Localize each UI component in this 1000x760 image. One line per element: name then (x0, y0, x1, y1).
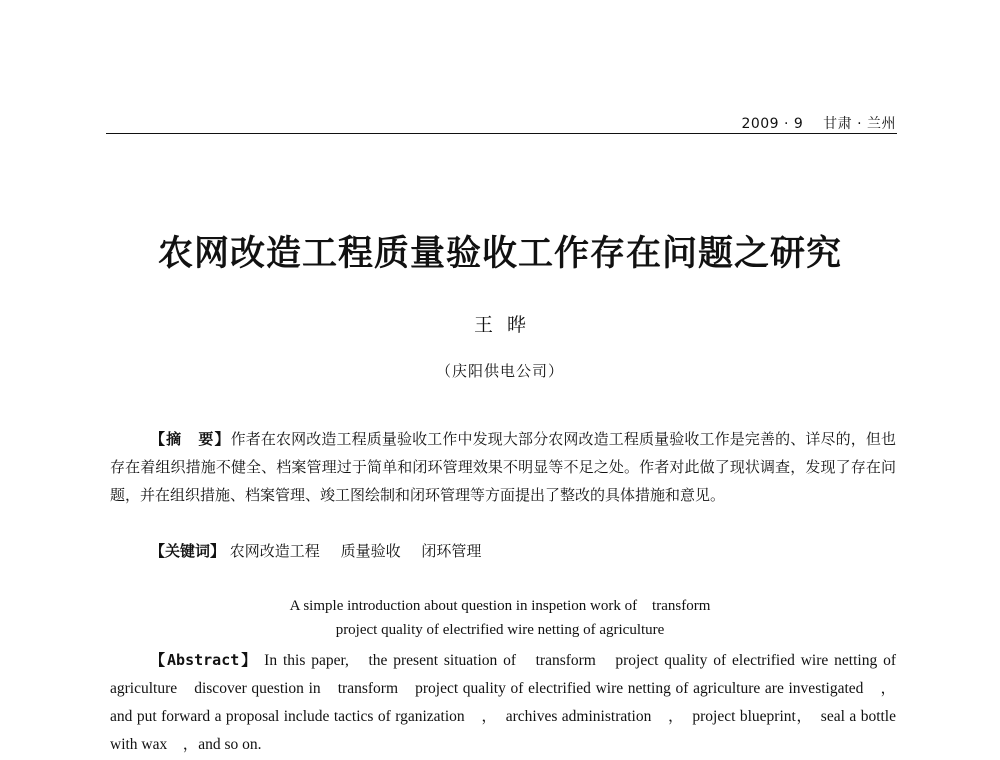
paper-title: 农网改造工程质量验收工作存在问题之研究 (157, 233, 842, 274)
author-name: 王晔 (473, 314, 540, 336)
issue-number: 2009 · 9 (741, 116, 804, 132)
english-title-line-1: A simple introduction about question in inspetion work of transform (289, 598, 711, 614)
keyword-item: 农网改造工程 (229, 542, 320, 560)
keywords-label: 【关键词】 (150, 542, 226, 560)
author-affiliation: （庆阳供电公司） (435, 362, 564, 380)
issue-location: 甘肃 · 兰州 (823, 116, 896, 132)
abstract-text: 作者在农网改造工程质量验收工作中发现大部分农网改造工程质量验收工作是完善的、详尽的，但也存在着组织措施不健全、档案管理过于简单和闭环管理效果不明显等不足之处。作者对此做了现状调查，发现了存在问题，并在组织措施、档案管理、竣工图绘制和闭环管理等方面提出了整改的具体措施和意见。 (110, 430, 896, 504)
keywords-chinese (150, 537, 497, 565)
english-title-line-2: project quality of electrified wire netting of agriculture (335, 622, 665, 638)
journal-header (741, 113, 896, 133)
abstract-english (110, 646, 896, 759)
abstract-chinese (110, 425, 896, 509)
english-abstract-text: In this paper, the present situation of transform project quality of electrified wire netting of agriculture discover question in transform project quality of electrified wire netting of agriculture are investigated ，and put forward a proposal include tactics of rganization ， archives administration ， project blueprint， seal a bottle with wax ，and so on. (110, 652, 896, 753)
english-abstract-label: 【Abstract】 (150, 651, 259, 669)
keyword-item: 闭环管理 (421, 542, 482, 560)
header-rule (106, 133, 897, 134)
abstract-label: 【摘 要】 (150, 430, 231, 448)
keyword-item: 质量验收 (340, 542, 401, 560)
